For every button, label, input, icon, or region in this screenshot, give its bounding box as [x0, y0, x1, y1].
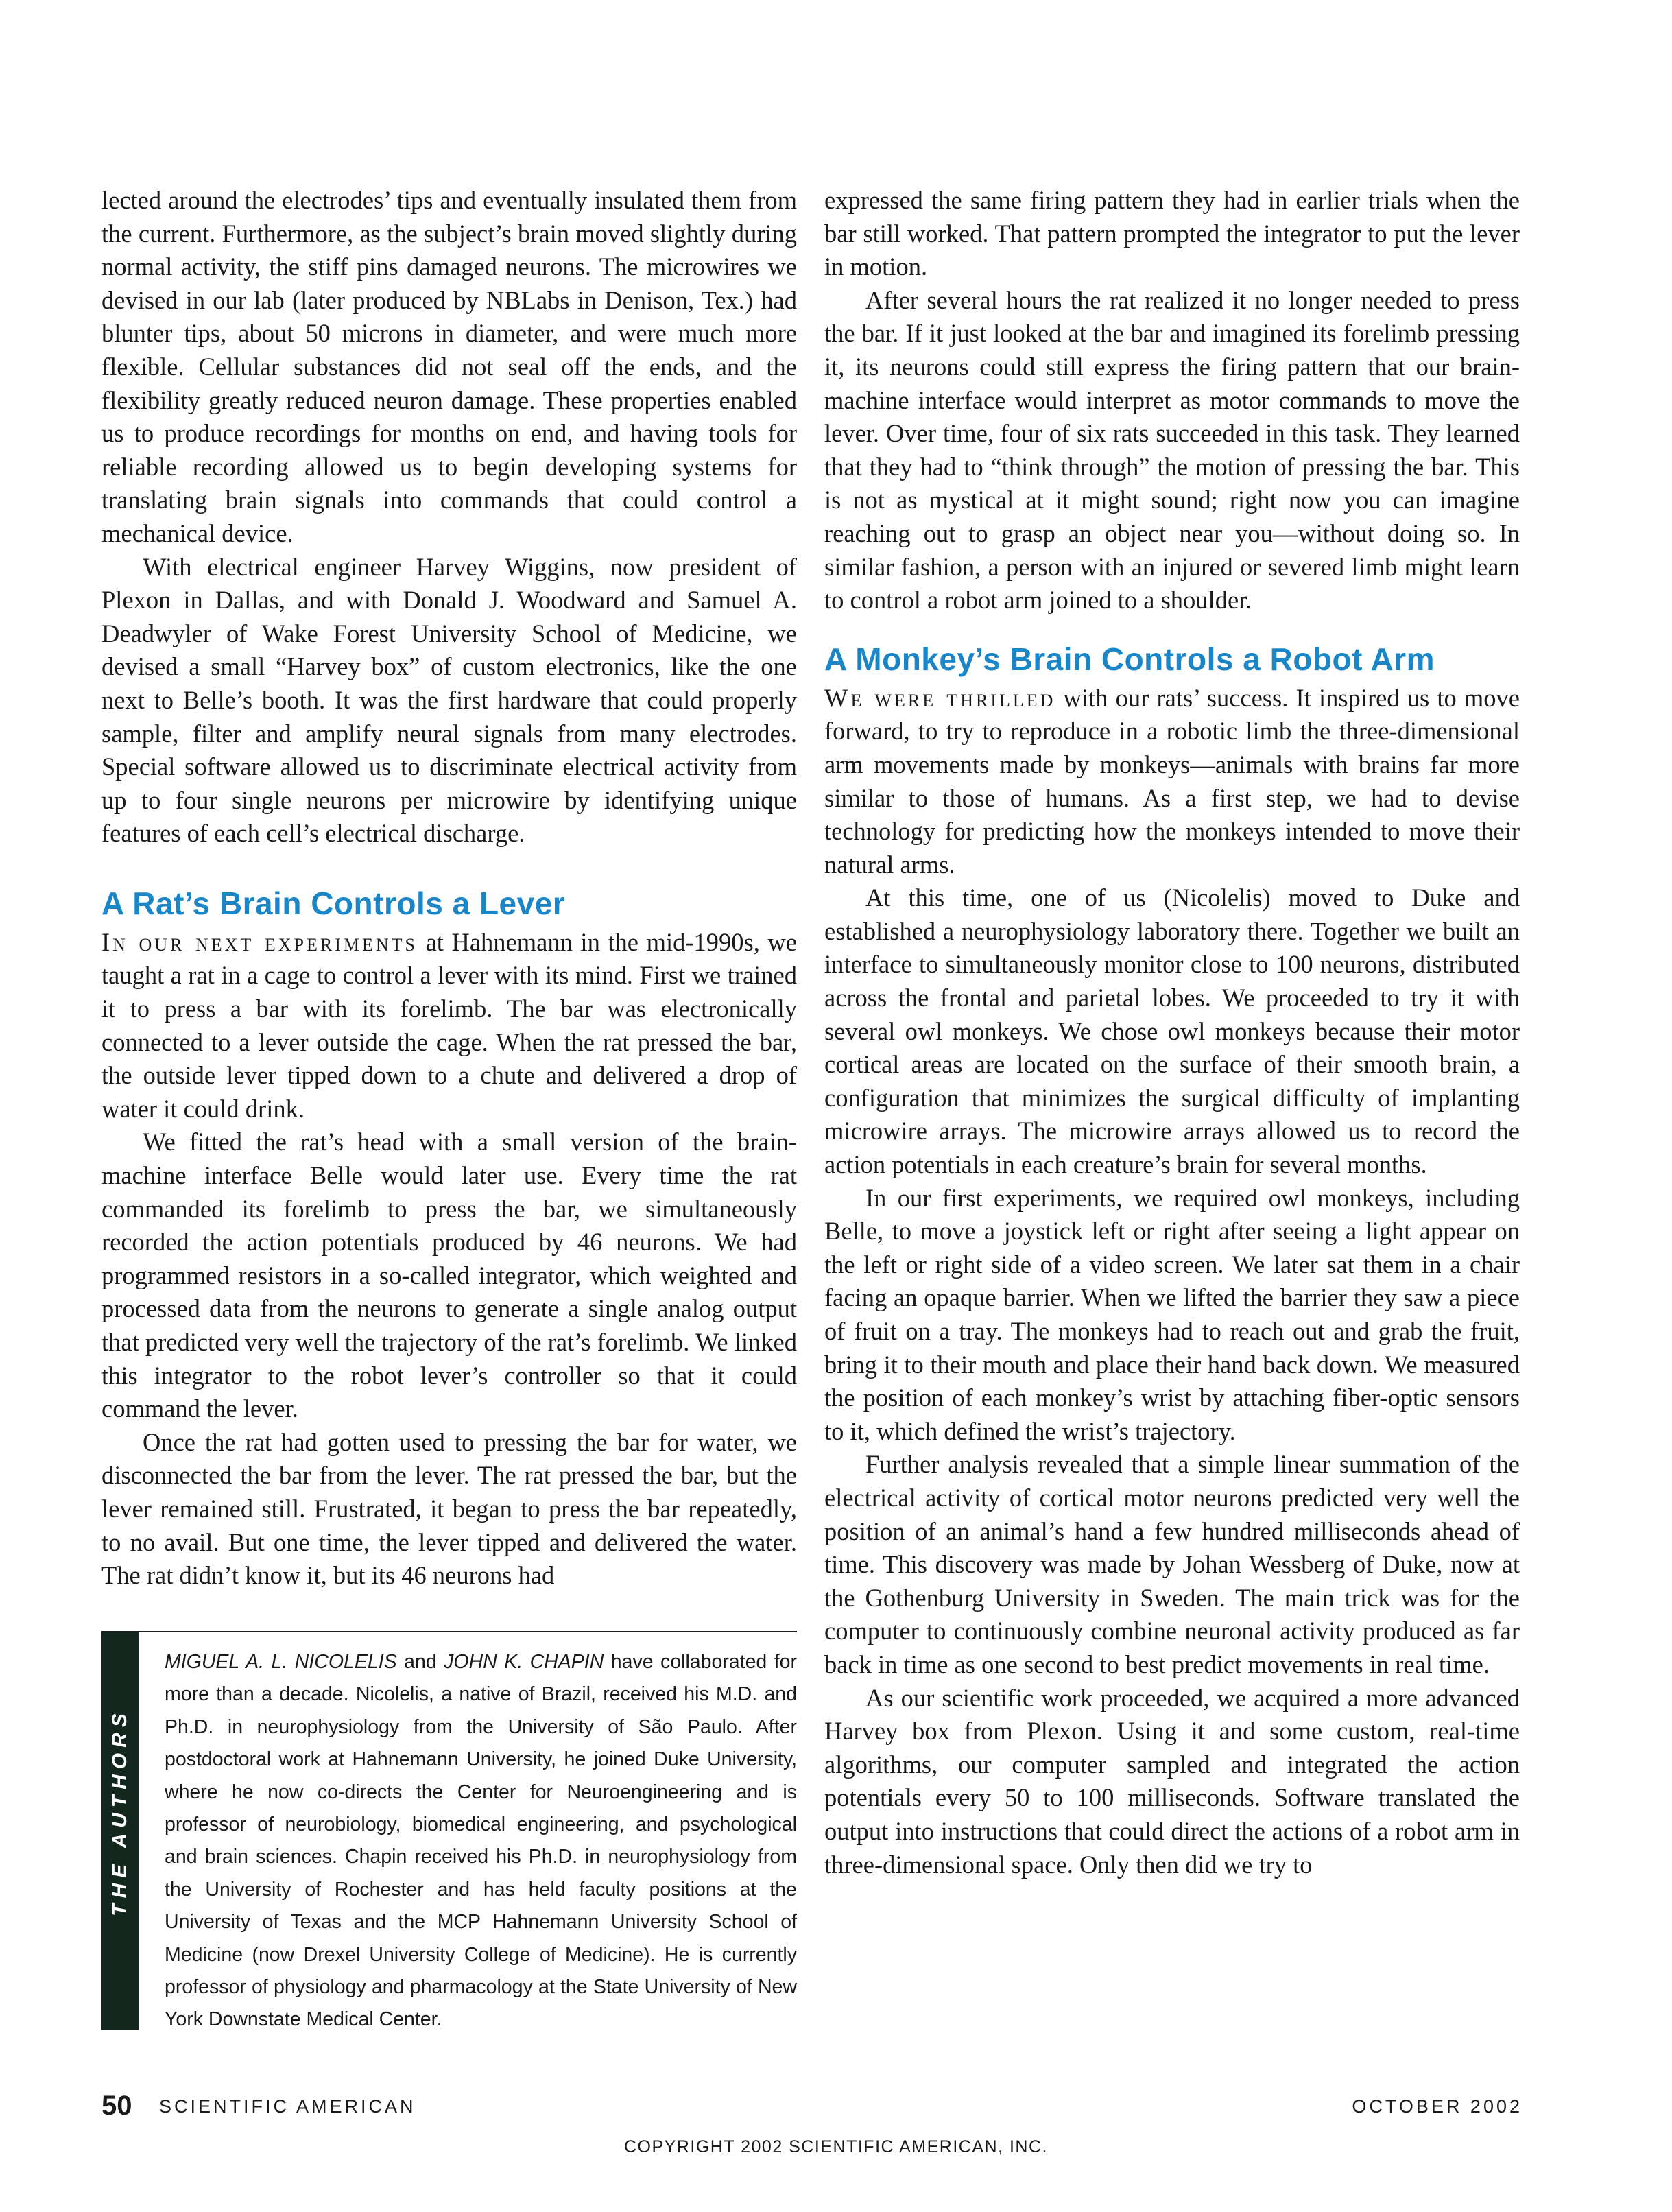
bio-text: have collaborated for more than a decade. Nicolelis, a native of Brazil, received his M.D. and Ph.D. in neurophysiology from the University of São Paulo. After postdoctoral work at Hahnemann University, he joined Duke University, where he now co-directs the Center for Neuroengineering and is professor of neurobiology, biomedical engineering, and psychological and brain sciences. Chapin received his Ph.D. in neurophysiology from the University of Rochester and has held faculty positions at the University of Texas and the MCP Hahnemann University School of Medicine (now Drexel University College of Medicine). He is currently professor of physiology and pharmacology at the State University of New York Downstate Medical Center.: [165, 1651, 798, 2031]
lead-in-text: We were thrilled: [824, 683, 1056, 712]
lead-in-text: In our next experiments: [101, 927, 418, 956]
author-name: JOHN K. CHAPIN: [444, 1651, 604, 1673]
authors-box: [101, 1631, 797, 2030]
paragraph-text: at Hahnemann in the mid-1990s, we taught a rat in a cage to control a lever with its mind. First we trained it to press a bar with its forelimb. The bar was electronically connected to a lever outside the cage. When the rat pressed the bar, the outside lever tipped down to a chute and delivered a drop of water it could drink.: [101, 927, 797, 1123]
authors-sidebar: [101, 1632, 139, 2030]
body-paragraph: After several hours the rat realized it no longer needed to press the bar. If it just looked at the bar and imagined its forelimb pressing it, its neurons could still express the firing pattern that our brain-machine interface would interpret as motor commands to move the lever. Over time, four of six rats succeeded in this task. They learned that they had to “think through” the motion of pressing the bar. This is not as mystical at it might sound; right now you can imagine reaching out to grasp an object near you—without doing so. In similar fashion, a person with an injured or severed limb might learn to control a robot arm joined to a shoulder.: [824, 285, 1520, 615]
body-paragraph: With electrical engineer Harvey Wiggins, now president of Plexon in Dallas, and with Donald J. Woodward and Samuel A. Deadwyler of Wake Forest University School of Medicine, we devised a small “Harvey box” of custom electronics, like the one next to Belle’s booth. It was the first hardware that could properly sample, filter and amplify neural signals from many electrodes. Special software allowed us to discriminate electrical activity from up to four single neurons per microwire by identifying unique features of each cell’s electrical discharge.: [101, 552, 797, 848]
publication-name: SCIENTIFIC AMERICAN: [159, 2096, 416, 2117]
authors-label: THE AUTHORS: [108, 1708, 131, 1916]
issue-date: OCTOBER 2002: [1352, 2096, 1522, 2117]
body-paragraph: As our scientific work proceeded, we acquired a more advanced Harvey box from Plexon. Using it and some custom, real-time algorithms, our computer sampled and integrated the action potentials every 50 to 100 milliseconds. Software translated the output into instructions that could direct the actions of a robot arm in three-dimensional space. Only then did we try to: [824, 1683, 1520, 1879]
body-paragraph: lected around the electrodes’ tips and eventually insulated them from the current. Furthermore, as the subject’s brain moved slightly during normal activity, the stiff pins damaged neurons. The microwires we devised in our lab (later produced by NBLabs in Denison, Tex.) had blunter tips, about 50 microns in diameter, and were much more flexible. Cellular substances did not seal off the ends, and the flexibility greatly reduced neuron damage. These properties enabled us to produce recordings for months on end, and having tools for reliable recording allowed us to begin developing systems for translating brain signals into commands that could control a mechanical device.: [101, 186, 797, 547]
body-paragraph: [101, 926, 797, 1126]
authors-bio: [165, 1646, 797, 2036]
body-paragraph: In our first experiments, we required owl monkeys, including Belle, to move a joystick left or right after seeing a light appear on the left or right side of a video screen. We later sat them in a chair facing an opaque barrier. When we lifted the barrier they saw a piece of fruit on a tray. The monkeys had to reach out and grab the fruit, bring it to their mouth and place their hand back down. We measured the position of each monkey’s wrist by attaching fiber-optic sensors to it, which defined the wrist’s trajectory.: [824, 1183, 1520, 1445]
body-paragraph: [824, 682, 1520, 882]
section-heading-monkey: A Monkey’s Brain Controls a Robot Arm: [824, 641, 1435, 677]
section-heading-rat: A Rat’s Brain Controls a Lever: [101, 885, 566, 921]
body-paragraph: At this time, one of us (Nicolelis) moved to Duke and established a neurophysiology laboratory there. Together we built an interface to simultaneously monitor close to 100 neurons, distributed across the frontal and parietal lobes. We proceeded to try it with several owl monkeys. We chose owl monkeys because their motor cortical areas are located on the surface of their smooth brain, a configuration that minimizes the surgical difficulty of implanting microwire arrays. The microwire arrays allowed us to record the action potentials in each creature’s brain for several months.: [824, 883, 1520, 1179]
left-column: [101, 184, 797, 1593]
body-paragraph: expressed the same firing pattern they had in earlier trials when the bar still worked. That pattern prompted the integrator to put the lever in motion.: [824, 186, 1520, 281]
right-column: [824, 184, 1520, 1881]
body-paragraph: Once the rat had gotten used to pressing the bar for water, we disconnected the bar from the lever. The rat pressed the bar, but the lever remained still. Frustrated, it began to press the bar repeatedly, to no avail. But one time, the lever tipped and delivered the water. The rat didn’t know it, but its 46 neurons had: [101, 1427, 797, 1590]
author-conjunction: and: [396, 1651, 444, 1673]
copyright-notice: COPYRIGHT 2002 SCIENTIFIC AMERICAN, INC.: [624, 2137, 1048, 2156]
author-name: MIGUEL A. L. NICOLELIS: [165, 1651, 397, 1673]
paragraph-text: with our rats’ success. It inspired us to move forward, to try to reproduce in a robotic limb the three-dimensional arm movements made by monkeys—animals with brains far more similar to those of humans. As a first step, we had to devise technology for predicting how the monkeys intended to move their natural arms.: [824, 683, 1520, 879]
body-paragraph: Further analysis revealed that a simple linear summation of the electrical activity of cortical motor neurons predicted very well the position of an animal’s hand a few hundred milliseconds ahead of time. This discovery was made by Johan Wessberg of Duke, now at the Gothenburg University in Sweden. The main trick was for the computer to continuously combine neuronal activity produced as far back in time as one second to best predict movements in real time.: [824, 1450, 1520, 1678]
page-number: 50: [101, 2091, 132, 2121]
body-paragraph: We fitted the rat’s head with a small version of the brain-machine interface Belle would later use. Every time the rat commanded its forelimb to press the bar, we simultaneously recorded the action potentials produced by 46 neurons. We had programmed resistors in a so-called integrator, which weighted and processed data from the neurons to generate a single analog output that predicted very well the trajectory of the rat’s forelimb. We linked this integrator to the robot lever’s controller so that it could command the lever.: [101, 1128, 797, 1423]
